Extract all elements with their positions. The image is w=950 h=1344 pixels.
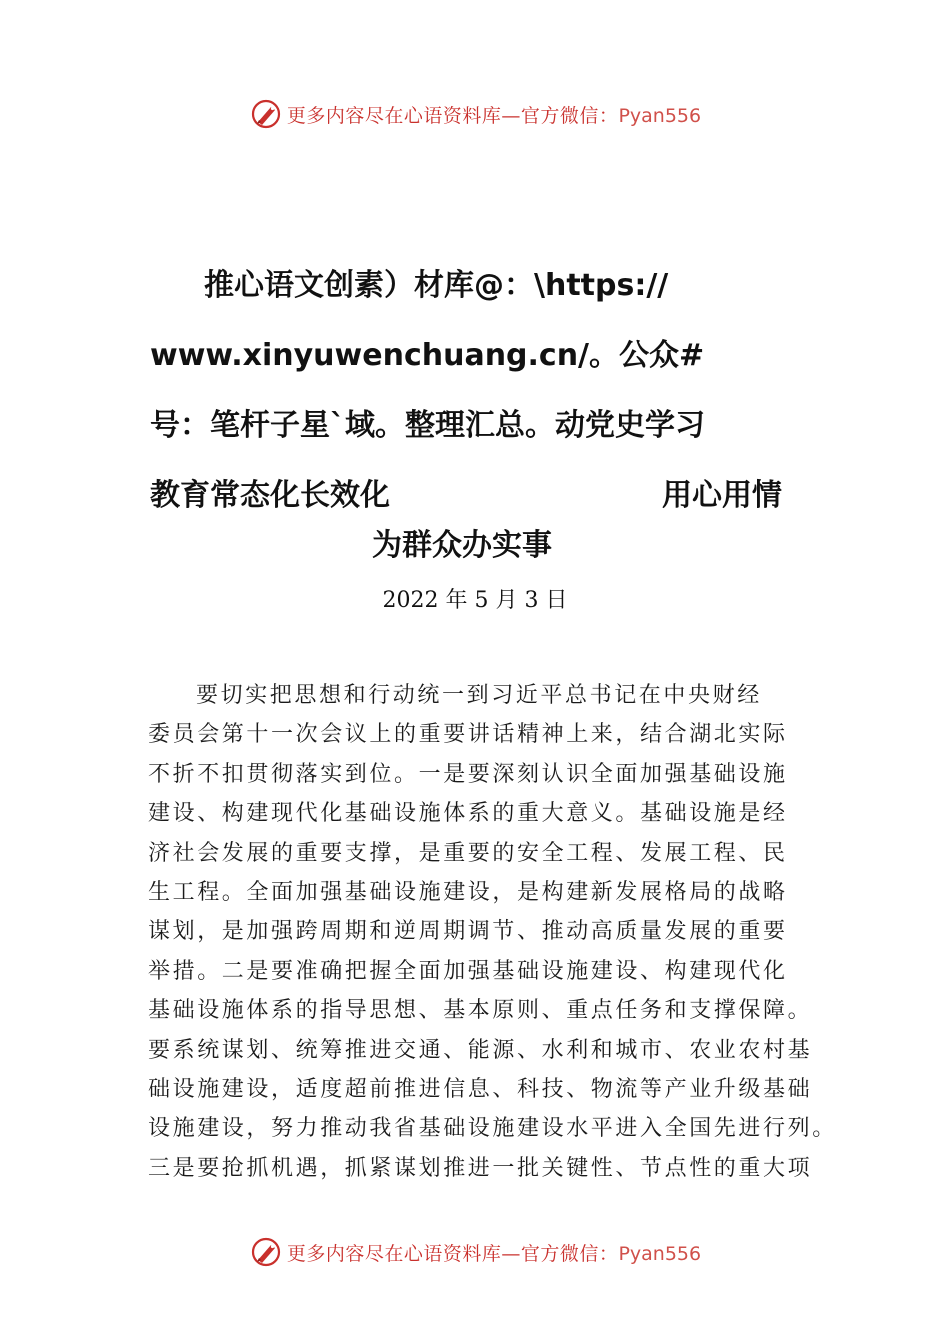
body-line: 要系统谋划、统筹推进交通、能源、水利和城市、农业农村基	[148, 1037, 813, 1063]
body-line: 基础设施体系的指导思想、基本原则、重点任务和支撑保障。	[148, 998, 813, 1024]
footer-banner	[0, 1232, 950, 1272]
pen-nib-logo-icon	[249, 97, 283, 131]
title-line-5: 为群众办实事	[372, 528, 552, 563]
header-banner	[0, 94, 950, 134]
footer-banner-contact-id: Pyan556	[618, 1242, 702, 1265]
title-line-3: 号：笔杆子星`域。整理汇总。动党史学习	[150, 408, 705, 443]
header-banner-contact-id: Pyan556	[618, 104, 702, 127]
header-banner-contact-label: 官方微信：	[520, 104, 619, 127]
footer-banner-text	[287, 1239, 701, 1266]
body-line: 委员会第十一次会议上的重要讲话精神上来，结合湖北实际	[148, 722, 788, 748]
footer-banner-contact-label: 官方微信：	[520, 1242, 619, 1265]
footer-banner-separator: —	[501, 1242, 521, 1265]
document-date: 2022 年 5 月 3 日	[382, 588, 568, 613]
pen-nib-logo-icon	[249, 1235, 283, 1269]
title-line-2: www.xinyuwenchuang.cn/。公众#	[150, 338, 705, 373]
header-banner-title: 更多内容尽在心语资料库	[286, 104, 502, 127]
footer-banner-title: 更多内容尽在心语资料库	[286, 1242, 502, 1265]
body-line: 要切实把思想和行动统一到习近平总书记在中央财经	[196, 683, 762, 708]
body-line: 举措。二是要准确把握全面加强基础设施建设、构建现代化	[148, 958, 788, 984]
body-line: 建设、构建现代化基础设施体系的重大意义。基础设施是经	[148, 801, 788, 827]
title-line-4-left: 教育常态化长效化	[150, 478, 390, 513]
body-line: 谋划，是加强跨周期和逆周期调节、推动高质量发展的重要	[148, 919, 788, 945]
header-banner-text	[287, 101, 701, 128]
body-line: 不折不扣贯彻落实到位。一是要深刻认识全面加强基础设施	[148, 761, 788, 787]
body-line: 生工程。全面加强基础设施建设，是构建新发展格局的战略	[148, 879, 788, 905]
body-line: 济社会发展的重要支撑，是重要的安全工程、发展工程、民	[148, 840, 788, 866]
body-line: 础设施建设，适度超前推进信息、科技、物流等产业升级基础	[148, 1076, 813, 1102]
header-banner-separator: —	[501, 104, 521, 127]
body-line: 三是要抢抓机遇，抓紧谋划推进一批关键性、节点性的重大项	[148, 1155, 813, 1181]
title-line-1: 推心语文创素）材库@：\https://	[204, 268, 669, 303]
title-line-4-right: 用心用情	[662, 478, 782, 513]
body-paragraph	[148, 676, 848, 1188]
body-line: 设施建设，努力推动我省基础设施建设水平进入全国先进行列。	[148, 1116, 837, 1142]
